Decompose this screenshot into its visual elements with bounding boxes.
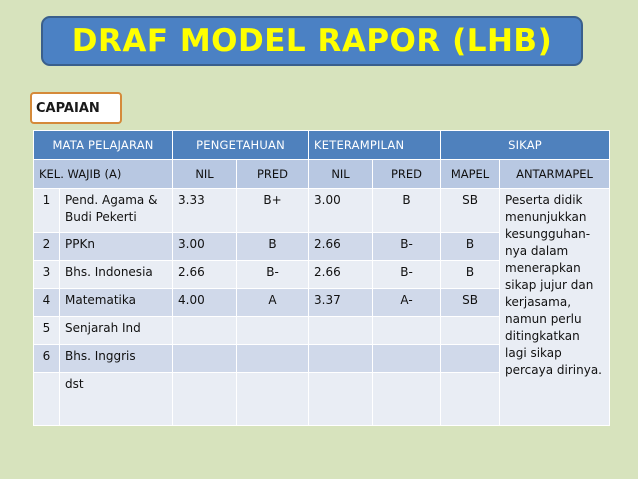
subject-name: Pend. Agama & Budi Pekerti <box>60 189 173 233</box>
header-pred-keterampilan: PRED <box>373 160 441 189</box>
sikap-mapel <box>441 345 500 373</box>
keterampilan-nil <box>309 345 373 373</box>
sikap-antarmapel-description: Peserta didik menunjukkan kesungguhan-nya dalam menerapkan sikap jujur dan kerjasama, namun perlu ditingkatkan lagi sikap percaya dirinya. <box>500 189 610 426</box>
pengetahuan-pred <box>237 317 309 345</box>
row-number <box>34 373 60 426</box>
header-nil-keterampilan: NIL <box>309 160 373 189</box>
subject-name: Matematika <box>60 289 173 317</box>
header-row-1 <box>34 131 610 160</box>
sikap-mapel <box>441 373 500 426</box>
section-label-capaian: CAPAIAN <box>30 92 122 124</box>
pengetahuan-nil <box>173 317 237 345</box>
sikap-mapel: B <box>441 233 500 261</box>
sikap-mapel: B <box>441 261 500 289</box>
header-pengetahuan: PENGETAHUAN <box>173 131 309 160</box>
header-antarmapel: ANTARMAPEL <box>500 160 610 189</box>
pengetahuan-nil: 4.00 <box>173 289 237 317</box>
keterampilan-pred: B- <box>373 233 441 261</box>
keterampilan-nil: 2.66 <box>309 261 373 289</box>
subject-name: Bhs. Inggris <box>60 345 173 373</box>
keterampilan-nil <box>309 317 373 345</box>
subject-name: Senjarah Ind <box>60 317 173 345</box>
pengetahuan-pred: B- <box>237 261 309 289</box>
keterampilan-pred: B <box>373 189 441 233</box>
header-nil-pengetahuan: NIL <box>173 160 237 189</box>
sikap-mapel: SB <box>441 289 500 317</box>
pengetahuan-nil <box>173 373 237 426</box>
keterampilan-nil <box>309 373 373 426</box>
report-table <box>33 130 610 426</box>
title-banner <box>41 16 583 66</box>
keterampilan-pred: B- <box>373 261 441 289</box>
pengetahuan-pred: B <box>237 233 309 261</box>
keterampilan-nil: 2.66 <box>309 233 373 261</box>
row-number: 6 <box>34 345 60 373</box>
header-mapel: MAPEL <box>441 160 500 189</box>
pengetahuan-nil: 3.33 <box>173 189 237 233</box>
subject-name: Bhs. Indonesia <box>60 261 173 289</box>
keterampilan-nil: 3.37 <box>309 289 373 317</box>
pengetahuan-pred <box>237 345 309 373</box>
pengetahuan-nil <box>173 345 237 373</box>
pengetahuan-nil: 3.00 <box>173 233 237 261</box>
row-number: 2 <box>34 233 60 261</box>
row-number: 5 <box>34 317 60 345</box>
pengetahuan-pred: A <box>237 289 309 317</box>
table-row <box>34 189 610 233</box>
keterampilan-nil: 3.00 <box>309 189 373 233</box>
sikap-mapel <box>441 317 500 345</box>
header-pred-pengetahuan: PRED <box>237 160 309 189</box>
subject-name: dst <box>60 373 173 426</box>
keterampilan-pred: A- <box>373 289 441 317</box>
keterampilan-pred <box>373 317 441 345</box>
header-kelompok: KEL. WAJIB (A) <box>34 160 173 189</box>
keterampilan-pred <box>373 345 441 373</box>
row-number: 1 <box>34 189 60 233</box>
header-sikap: SIKAP <box>441 131 610 160</box>
pengetahuan-nil: 2.66 <box>173 261 237 289</box>
header-mata-pelajaran: MATA PELAJARAN <box>34 131 173 160</box>
header-row-2 <box>34 160 610 189</box>
row-number: 4 <box>34 289 60 317</box>
pengetahuan-pred: B+ <box>237 189 309 233</box>
subject-name: PPKn <box>60 233 173 261</box>
row-number: 3 <box>34 261 60 289</box>
pengetahuan-pred <box>237 373 309 426</box>
sikap-mapel: SB <box>441 189 500 233</box>
page-title: DRAF MODEL RAPOR (LHB) <box>71 23 553 59</box>
header-keterampilan: KETERAMPILAN <box>309 131 441 160</box>
keterampilan-pred <box>373 373 441 426</box>
